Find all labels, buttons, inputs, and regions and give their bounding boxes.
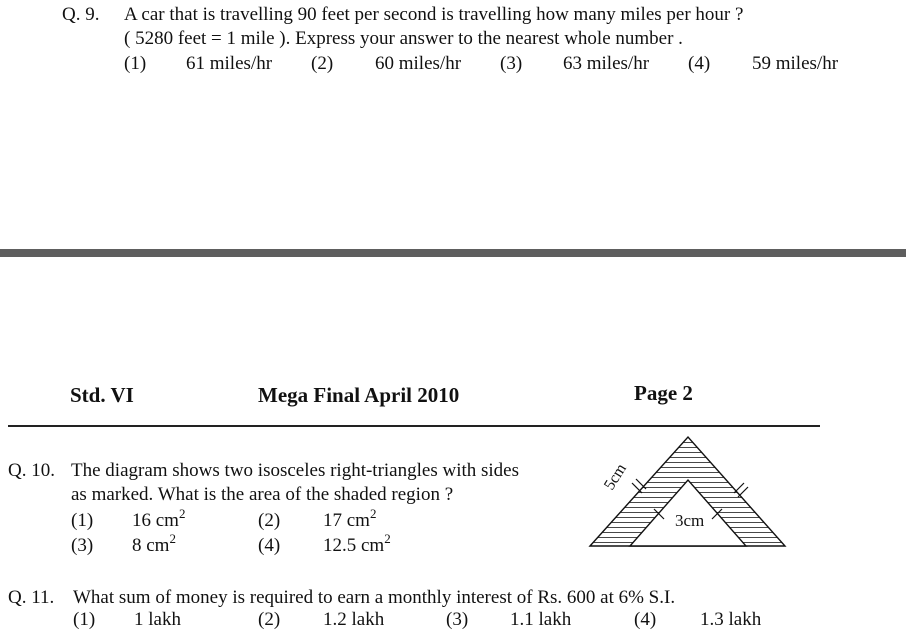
- triangles-diagram: [580, 425, 795, 555]
- header-page-number: Page 2: [634, 381, 693, 405]
- header-exam-title: Mega Final April 2010: [258, 383, 460, 407]
- q9-option-4-text: 59 miles/hr: [752, 53, 839, 74]
- q9-option-3-text: 63 miles/hr: [563, 53, 650, 74]
- outer-right-tick-2: [738, 487, 748, 497]
- outer-left-tick-2: [636, 479, 646, 489]
- q9-option-1-num: (1): [124, 53, 147, 74]
- outer-right-tick-1: [734, 483, 744, 493]
- header-std: Std. VI: [70, 383, 134, 407]
- q11-number: Q. 11.: [8, 587, 55, 608]
- q10-option-1-num: (1): [71, 510, 94, 531]
- q10-text-line1: The diagram shows two isosceles right-triangles with sides: [71, 460, 520, 481]
- q10-option-3-value: 8 $cm^2$: [132, 531, 176, 556]
- q10-option-2-num: (2): [258, 510, 281, 531]
- q10-option-2-value: 17 $cm^2$: [323, 506, 377, 531]
- outer-side-label: 5cm: [600, 460, 630, 494]
- q9-option-2-text: 60 miles/hr: [375, 53, 462, 74]
- q11-option-1-num: (1): [73, 609, 96, 630]
- q9-text-line1: A car that is travelling 90 feet per second is travelling how many miles per hour ?: [124, 4, 744, 25]
- q10-option-1-value: 16 $cm^2$: [132, 506, 186, 531]
- q9-text-line2: ( 5280 feet = 1 mile ). Express your answer to the nearest whole number .: [124, 28, 683, 49]
- q9-number: Q. 9.: [62, 4, 100, 25]
- page-break-band: [0, 249, 906, 257]
- outer-left-tick-1: [632, 483, 642, 493]
- q11-text-line1: What sum of money is required to earn a monthly interest of Rs. 600 at 6% S.I.: [73, 587, 676, 608]
- q11-option-1-text: 1 lakh: [134, 609, 181, 630]
- q9-option-4-num: (4): [688, 53, 711, 74]
- q11-option-4-num: (4): [634, 609, 657, 630]
- q11-option-3-num: (3): [446, 609, 469, 630]
- q11-option-2-text: 1.2 lakh: [323, 609, 385, 630]
- q9-option-2-num: (2): [311, 53, 334, 74]
- q10-option-4-num: (4): [258, 535, 281, 556]
- q11-option-3-text: 1.1 lakh: [510, 609, 572, 630]
- q11-option-4-text: 1.3 lakh: [700, 609, 762, 630]
- q10-option-4-value: 12.5 $cm^2$: [323, 531, 391, 556]
- q10-text-line2: as marked. What is the area of the shaded region ?: [71, 484, 454, 505]
- q11-option-2-num: (2): [258, 609, 281, 630]
- q10-option-3-num: (3): [71, 535, 94, 556]
- q9-option-3-num: (3): [500, 53, 523, 74]
- inner-side-label: 3cm: [675, 511, 705, 530]
- q9-option-1-text: 61 miles/hr: [186, 53, 273, 74]
- q10-number: Q. 10.: [8, 460, 55, 481]
